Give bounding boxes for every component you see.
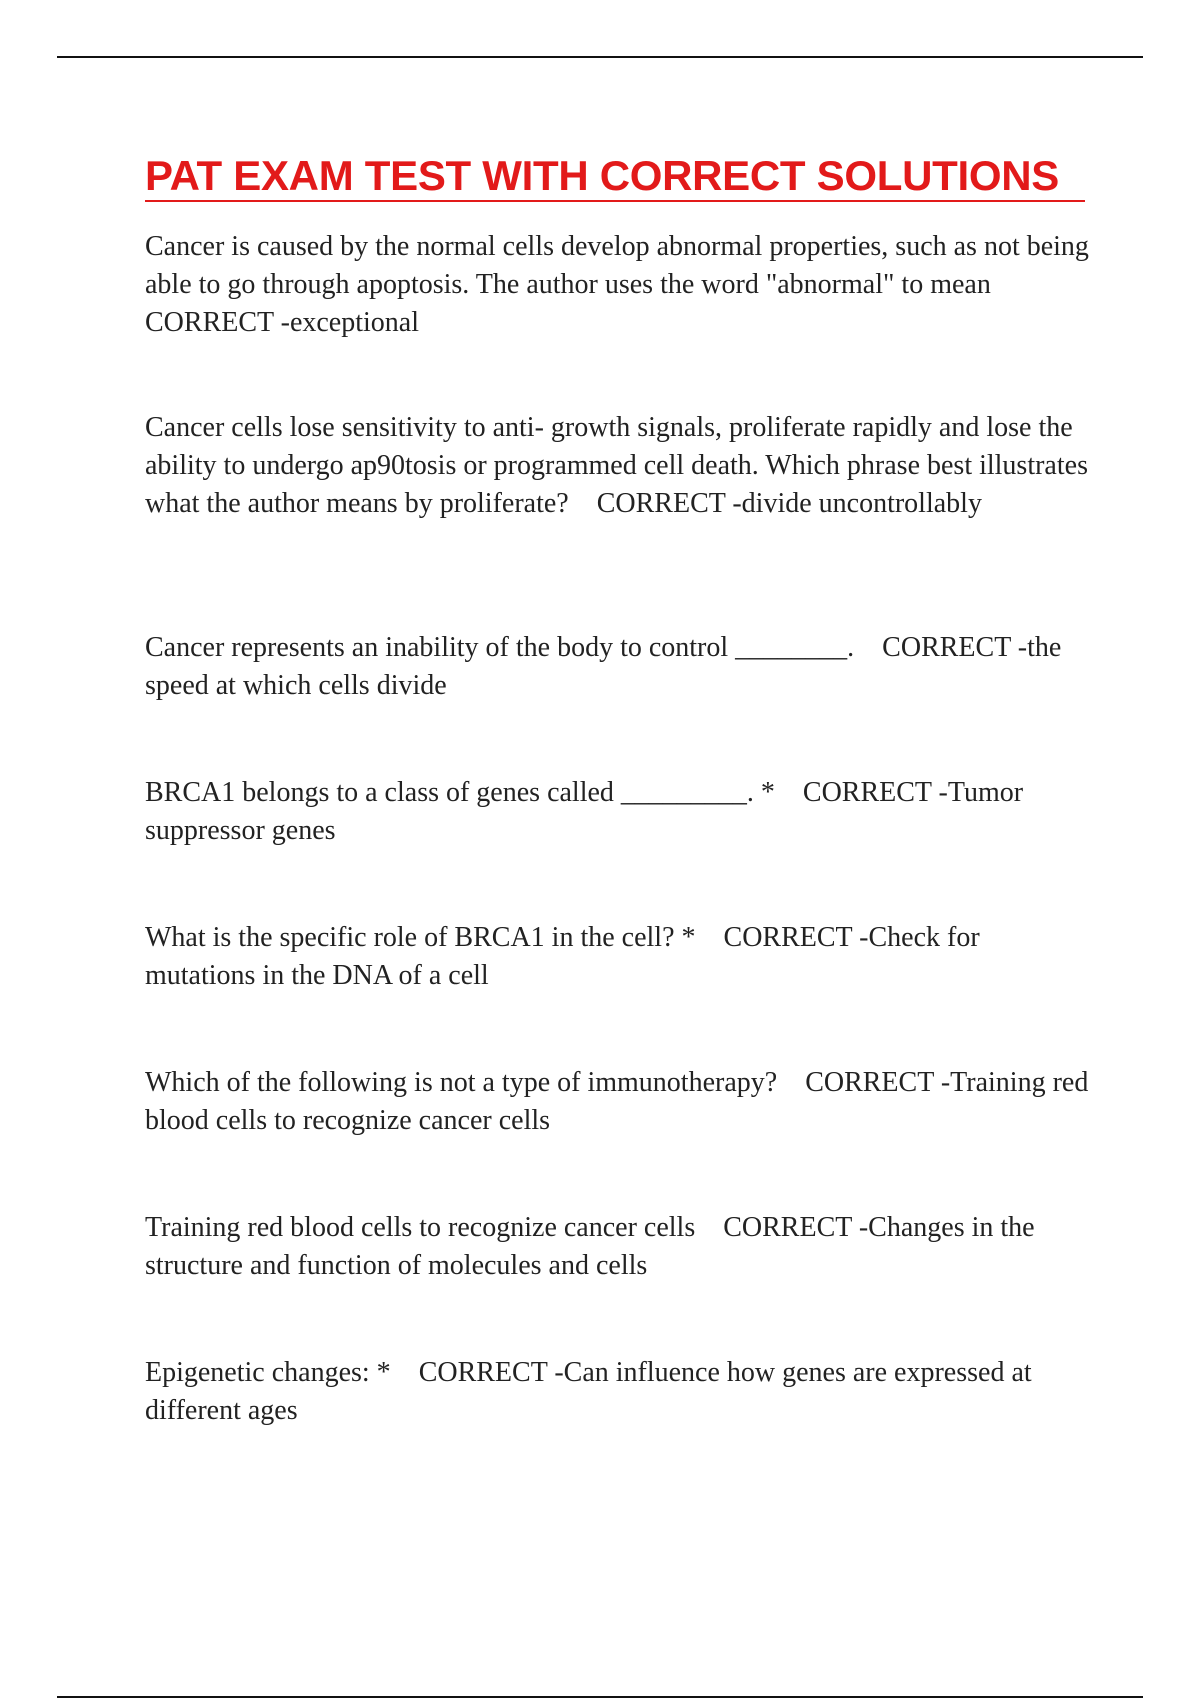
answer-text: CORRECT -exceptional: [145, 307, 419, 338]
question-text: What is the specific role of BRCA1 in the cell? *: [145, 922, 696, 953]
qa-item-3: [145, 629, 1090, 705]
question-text: Epigenetic changes: *: [145, 1357, 391, 1388]
qa-item-7: [145, 1209, 1090, 1285]
question-text: Which of the following is not a type of immunotherapy?: [145, 1067, 778, 1098]
question-text: Cancer represents an inability of the body to control ________.: [145, 632, 855, 663]
document-title: PAT EXAM TEST WITH CORRECT SOLUTIONS: [145, 152, 1059, 199]
qa-item-6: [145, 1064, 1090, 1140]
answer-text: CORRECT -Training red blood cells to recognize cancer cells: [145, 1067, 1089, 1136]
question-text: BRCA1 belongs to a class of genes called _________. *: [145, 777, 775, 808]
bottom-rule: [57, 1696, 1143, 1698]
qa-item-1: [145, 228, 1090, 342]
answer-text: CORRECT -divide uncontrollably: [596, 488, 982, 519]
qa-item-2: [145, 409, 1090, 523]
question-text: Training red blood cells to recognize cancer cells: [145, 1212, 696, 1243]
qa-item-4: [145, 774, 1090, 850]
title-underline: [145, 200, 1085, 202]
answer-text: CORRECT -Changes in the structure and function of molecules and cells: [145, 1212, 1035, 1281]
answer-text: CORRECT -Check for mutations in the DNA of a cell: [145, 922, 980, 991]
qa-item-5: [145, 919, 1090, 995]
answer-text: CORRECT -the speed at which cells divide: [145, 632, 1062, 701]
answer-text: CORRECT -Can influence how genes are expressed at different ages: [145, 1357, 1032, 1426]
qa-item-8: [145, 1354, 1090, 1430]
question-text: Cancer cells lose sensitivity to anti- growth signals, proliferate rapidly and lose the ability to undergo ap90tosis or programmed cell death. Which phrase best illustrates what the author means by proliferate?: [145, 412, 1088, 519]
answer-text: CORRECT -Tumor suppressor genes: [145, 777, 1024, 846]
question-text: Cancer is caused by the normal cells develop abnormal properties, such as not being able to go through apoptosis. The author uses the word "abnormal" to mean: [145, 231, 1089, 300]
top-rule: [57, 56, 1143, 58]
